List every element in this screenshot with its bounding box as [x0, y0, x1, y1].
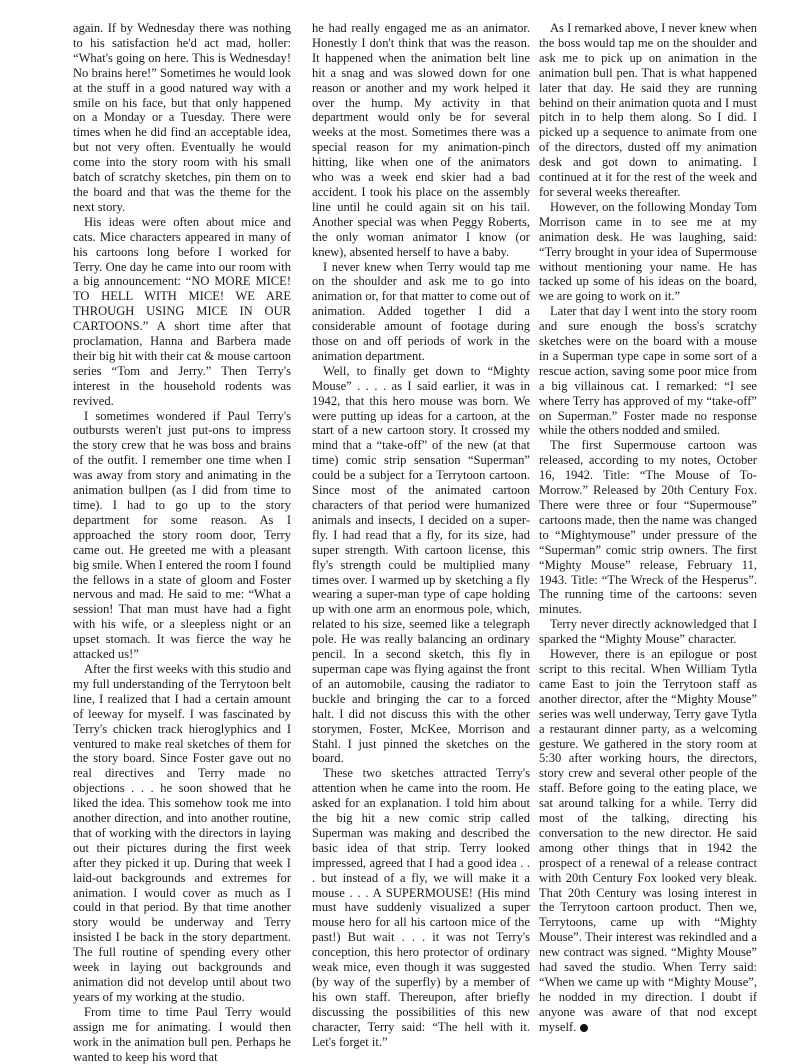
paragraph: he had really engaged me as an animator. Honestly I don't think that was the reason. It happened when the animation belt line hit a snag and was slowed down for one reason or another and my work helped it over the hump. My activity in that department would only be for several weeks at the most. Sometimes there was a special reason for my animation-pinch hitting, like when one of the animators who was a week end skier had a bad accident. I took his place on the assembly line until he could again sit on his tail. Another special was when Peggy Roberts, the only woman animator I know (or knew), absented herself to have a baby. [312, 21, 530, 259]
last-paragraph [539, 647, 757, 1035]
text-column-2 [312, 21, 530, 1050]
paragraph: Later that day I went into the story room and sure enough the boss's scratchy sketches were on the board with a mouse in a Superman type cape in some sort of a rescue action, saving some poor mice from a big villainous cat. I remarked: “I see where Terry has approved of my “take-off” on Superman.” Foster made no response while the others nodded and smiled. [539, 304, 757, 438]
paragraph: I sometimes wondered if Paul Terry's outbursts weren't just put-ons to impress the story crew that he was boss and brains of the outfit. I remember one time when I was away from story and animating in the animation bullpen (as I did from time to time). I had to go up to the story department for some reason. As I approached the story room door, Terry came out. He greeted me with a pleasant big smile. When I entered the room I found the fellows in a state of gloom and Foster nervous and mad. He said to me: “What a session! That man must have had a fight with his wife, or a sleepless night or an upset stomach. It was fierce the way he attacked us!” [73, 408, 291, 662]
paragraph-text: However, there is an epilogue or post script to this recital. When William Tytla came East to join the Terrytoon staff as another director, after the “Mighty Mouse” series was well underway, Terry gave Tytla a restaurant dinner party, as a welcoming gesture. We gathered in the story room at 5:30 after working hours, the directors, story crew and several other people of the staff. Before going to the eating place, we sat around talking for a while. Terry did most of the talking, directing his conversation to the new director. He said among other things that in 1942 the prospect of a renewal of a release contract with 20th Century Fox looked very bleak. That 20th Century was losing interest in the Terrytoon cartoon product. Then we, Terrytoons, came up with “Mighty Mouse”. Their interest was rekindled and a new contract was signed. “Mighty Mouse” had saved the studio. When Terry said: “When we came up with “Mighty Mouse”, he nodded in my direction. I doubt if anyone was aware of that nod except myself. [539, 647, 757, 1034]
paragraph: Well, to finally get down to “Mighty Mouse” . . . . as I said earlier, it was in 1942, that this hero mouse was born. We were putting up ideas for a cartoon, at the start of a new cartoon story. It crossed my mind that a “take-off” of the new (at that time) comic strip sensation “Superman” could be a subject for a Terrytoon cartoon. Since most of the animated cartoon characters of that period were humanized animals and insects, I decided on a super-fly. I had read that a fly, for its size, had super strength. With cartoon license, this fly's strength could be multiplied many times over. I warmed up by sketching a fly wearing a super-man type of cape holding up with one arm an enormous pole, which, related to his size, seemed like a telegraph pole. He was really balancing an ordinary pencil. In a second sketch, this fly in superman cape was flying against the front of an automobile, causing the radiator to buckle and bringing the car to a forced halt. I did not discuss this with the other storymen, Foster, McKee, Morrison and Stahl. I just pinned the sketches on the board. [312, 363, 530, 766]
text-column-1 [73, 21, 291, 1064]
paragraph: Terry never directly acknowledged that I sparked the “Mighty Mouse” character. [539, 617, 757, 647]
paragraph: The first Supermouse cartoon was released, according to my notes, October 16, 1942. Title: “The Mouse of To-Morrow.” Released by 20th Century Fox. There were three or four “Supermouse” cartoons made, then the name was changed to “Mightymouse” under pressure of the “Superman” comic strip owners. The first “Mighty Mouse” release, February 11, 1943. Title: “The Wreck of the Hesperus”. The running time of the cartoons: seven minutes. [539, 438, 757, 617]
paragraph: again. If by Wednesday there was nothing to his satisfaction he'd act mad, holler: “What's going on here. This is Wednesday! No brains here!” Sometimes he would look at the stuff in a good natured way with a smile on his face, but that only happened on a Monday or a Tuesday. There were times when he did find an acceptable idea, but not very often. Eventually he would come into the story room with his small batch of scratchy sketches, pin them on to the board and that was the theme for the next story. [73, 21, 291, 214]
paragraph: I never knew when Terry would tap me on the shoulder and ask me to go into animation or, for that matter to come out of animation. Added together I did a considerable amount of footage during those on and off periods of work in the animation department. [312, 259, 530, 363]
text-column-3 [539, 21, 757, 1035]
paragraph: From time to time Paul Terry would assign me for animating. I would then work in the animation bull pen. Perhaps he wanted to keep his word that [73, 1004, 291, 1064]
paragraph: As I remarked above, I never knew when the boss would tap me on the shoulder and ask me to pick up on animation in the animation bull pen. That is what happened later that day. He said they are running behind on their animation quota and I must pitch in to help them along. So I did. I picked up a sequence to animate from one of the directors, dusted off my animation desk and got down to animating. I continued at it for the rest of the week and for several weeks thereafter. [539, 21, 757, 199]
paragraph: However, on the following Monday Tom Morrison came in to see me at my animation desk. He was laughing, said: “Terry brought in your idea of Supermouse without mentioning your name. He has tacked up some of his ideas on the board, we are going to work on it.” [539, 199, 757, 304]
paragraph: These two sketches attracted Terry's attention when he came into the room. He asked for an explanation. I told him about the big hit a new comic strip called Superman was making and described the basic idea of that strip. Terry looked impressed, agreed that I had a good idea . . . but instead of a fly, we will make it a mouse . . . A SUPERMOUSE! (His mind must have suddenly visualized a super mouse hero for all his cartoon mice of the past!) But wait . . . it was not Terry's conception, this hero protector of ordinary weak mice, even though it was suggested (by way of the superfly) by a member of his own staff. Thereupon, after briefly discussing the possibilities of this new character, Terry said: “The hell with it. Let's forget it.” [312, 766, 530, 1049]
paragraph: His ideas were often about mice and cats. Mice characters appeared in many of his cartoons long before I worked for Terry. One day he came into our room with a big announcement: “NO MORE MICE! TO HELL WITH MICE! WE ARE THROUGH USING MICE IN OUR CARTOONS.” A short time after that proclamation, Hanna and Barbera made their big hit with their cat & mouse cartoon series “Tom and Jerry.” Then Terry's interest in the household rodents was revived. [73, 214, 291, 408]
end-of-article-bullet-icon [580, 1024, 588, 1032]
paragraph: After the first weeks with this studio and my full understanding of the Terrytoon belt line, I realized that I had a certain amount of leeway for myself. I was fascinated by Terry's chicken track hieroglyphics and I ventured to make real sketches of them for the story board. Since Foster gave out no real directives and Terry made no objections . . . he soon showed that he liked the idea. This somehow took me into another direction, and into another routine, that of working with the directors in laying out their pictures during the first week after they picked it up. During that week I laid-out backgrounds and extremes for animation. I would cover as much as I could in that period. By that time another story would be underway and Terry insisted I be back in the story department. The full routine of spending every other week in laying out backgrounds and animation did not develop until about two years of my working at the studio. [73, 661, 291, 1004]
